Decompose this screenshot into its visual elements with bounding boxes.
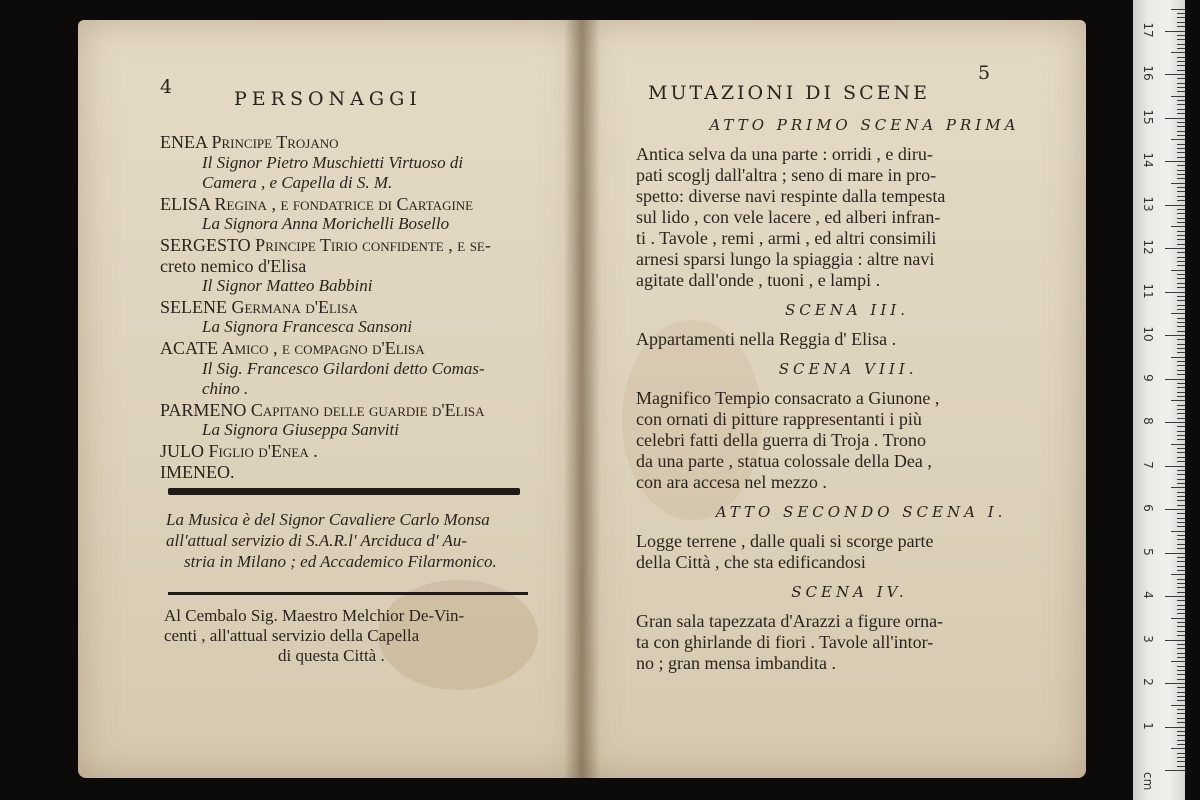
ruler-tick (1177, 274, 1185, 275)
ruler-tick (1165, 596, 1185, 597)
ruler-tick (1177, 348, 1185, 349)
ruler-tick (1177, 492, 1185, 493)
ruler-tick (1177, 670, 1185, 671)
text-line: spetto: diverse navi respinte dalla tempesta (636, 186, 946, 206)
text-line: sul lido , con vele lacere , ed alberi infran- (636, 207, 941, 227)
ruler-tick (1177, 318, 1185, 319)
ruler-tick (1177, 587, 1185, 588)
ruler-tick (1177, 731, 1185, 732)
ruler-tick (1177, 448, 1185, 449)
ruler-tick (1177, 113, 1185, 114)
ruler-tick (1177, 431, 1185, 432)
ruler-label: 9 (1141, 373, 1155, 382)
ruler-tick (1171, 96, 1185, 97)
ruler-tick (1177, 766, 1185, 767)
ruler-label: 15 (1141, 108, 1155, 125)
ruler-tick (1177, 592, 1185, 593)
ruler-tick (1177, 722, 1185, 723)
ruler-tick (1177, 461, 1185, 462)
ruler-tick (1177, 679, 1185, 680)
ruler-tick (1177, 104, 1185, 105)
ruler-tick (1177, 518, 1185, 519)
text-line: Il Sig. Francesco Gilardoni detto Comas- (202, 358, 485, 378)
text-line: con ara accesa nel mezzo . (636, 472, 827, 492)
ruler-tick (1177, 26, 1185, 27)
section-heading: SCENA IV. (791, 583, 908, 601)
ruler-tick (1177, 548, 1185, 549)
ruler-tick (1177, 505, 1185, 506)
open-book (78, 20, 1086, 778)
text-line: ta con ghirlande di fiori . Tavole all'intor- (636, 632, 934, 652)
page-number: 5 (978, 62, 991, 84)
ruler-tick (1171, 139, 1185, 140)
ruler-tick (1177, 644, 1185, 645)
ruler-tick (1165, 31, 1185, 32)
ruler-tick (1177, 718, 1185, 719)
ruler-tick (1177, 144, 1185, 145)
book-gutter (564, 20, 600, 778)
ruler-tick (1177, 126, 1185, 127)
ruler-tick (1177, 744, 1185, 745)
ruler-tick (1177, 753, 1185, 754)
ruler-tick (1177, 322, 1185, 323)
right-page (582, 20, 1086, 778)
ruler-tick (1177, 387, 1185, 388)
ruler-tick (1171, 313, 1185, 314)
ruler-tick (1177, 539, 1185, 540)
ruler-tick (1177, 439, 1185, 440)
ruler-tick (1177, 457, 1185, 458)
ruler-tick (1171, 400, 1185, 401)
ruler-tick (1177, 57, 1185, 58)
text-line: Camera , e Capella di S. M. (202, 173, 393, 193)
ruler-tick (1177, 566, 1185, 567)
ruler-tick (1171, 444, 1185, 445)
ruler-tick (1177, 709, 1185, 710)
ruler-tick (1165, 248, 1185, 249)
ruler-tick (1177, 435, 1185, 436)
ruler-tick (1177, 17, 1185, 18)
text-line: Appartamenti nella Reggia d' Elisa . (636, 329, 897, 349)
ruler-tick (1177, 35, 1185, 36)
ruler-tick (1177, 452, 1185, 453)
ruler-tick (1177, 692, 1185, 693)
ruler-tick (1165, 683, 1185, 684)
ruler-tick (1177, 500, 1185, 501)
ruler-tick (1177, 622, 1185, 623)
ruler-label: 5 (1141, 547, 1155, 556)
section-heading: ATTO SECONDO SCENA I. (715, 503, 1007, 521)
text-line: Logge terrene , dalle quali si scorge parte (636, 531, 934, 551)
ruler-label: 6 (1141, 504, 1155, 512)
ruler-tick (1177, 687, 1185, 688)
ruler-tick (1177, 239, 1185, 240)
ruler-tick (1177, 187, 1185, 188)
ruler-tick (1165, 335, 1185, 336)
text-line: SERGESTO Principe Tirio confidente , e se- (160, 235, 491, 255)
section-heading: SCENA III. (785, 301, 909, 319)
ruler-tick (1177, 535, 1185, 536)
ruler-tick (1177, 261, 1185, 262)
ruler-tick (1177, 326, 1185, 327)
ruler-tick (1177, 287, 1185, 288)
ruler-tick (1165, 727, 1185, 728)
ruler-tick (1177, 148, 1185, 149)
ruler-tick (1177, 426, 1185, 427)
ruler-tick (1177, 22, 1185, 23)
text-line: all'attual servizio di S.A.R.l' Arciduca d' Au- (166, 531, 467, 550)
ruler-tick (1177, 78, 1185, 79)
text-line: arnesi sparsi lungo la spiaggia : altre navi (636, 249, 935, 269)
ruler-tick (1177, 605, 1185, 606)
ruler-tick (1177, 344, 1185, 345)
ruler-tick (1177, 496, 1185, 497)
ruler-tick (1177, 413, 1185, 414)
ruler-tick (1177, 405, 1185, 406)
ruler-tick (1165, 640, 1185, 641)
ruler-tick (1177, 135, 1185, 136)
text-line: ELISA Regina , e fondatrice di Cartagine (160, 193, 474, 214)
ruler-tick (1177, 339, 1185, 340)
ruler-tick (1177, 361, 1185, 362)
text-line: chino . (202, 379, 249, 399)
ruler-tick (1177, 178, 1185, 179)
ruler-tick (1177, 396, 1185, 397)
ruler-tick (1177, 196, 1185, 197)
ruler-tick (1171, 487, 1185, 488)
ruler-tick (1177, 666, 1185, 667)
ruler-tick (1177, 600, 1185, 601)
text-line: Il Signor Pietro Muschietti Virtuoso di (202, 152, 464, 172)
ruler-tick (1177, 513, 1185, 514)
ruler-tick (1177, 231, 1185, 232)
ruler-tick (1165, 379, 1185, 380)
text-line: JULO Figlio d'Enea . (160, 441, 318, 461)
text-line: celebri fatti della guerra di Troja . Trono (636, 430, 926, 450)
ruler-tick (1177, 631, 1185, 632)
ruler-tick (1165, 292, 1185, 293)
ruler-tick (1177, 165, 1185, 166)
page-number: 4 (160, 76, 173, 98)
left-page (78, 20, 582, 778)
ruler-tick (1177, 305, 1185, 306)
ruler-tick (1177, 296, 1185, 297)
ruler-tick (1177, 100, 1185, 101)
ruler-tick (1177, 61, 1185, 62)
ruler-tick (1177, 409, 1185, 410)
text-line: ti . Tavole , remi , armi , ed altri consimili (636, 228, 937, 248)
ruler-tick (1177, 39, 1185, 40)
ruler-tick (1171, 661, 1185, 662)
ruler-tick (1177, 696, 1185, 697)
ruler-tick (1165, 422, 1185, 423)
ruler-tick (1177, 200, 1185, 201)
text-line: di questa Città . (278, 646, 385, 665)
text-line: La Signora Francesca Sansoni (202, 317, 413, 337)
ruler-tick (1177, 583, 1185, 584)
text-line: Il Signor Matteo Babbini (202, 276, 373, 296)
ruler-tick (1177, 87, 1185, 88)
ruler-tick (1177, 374, 1185, 375)
ruler-tick (1177, 713, 1185, 714)
ruler-tick (1177, 522, 1185, 523)
ruler-tick (1177, 213, 1185, 214)
ruler-tick (1177, 122, 1185, 123)
ruler-label: 1 (1141, 721, 1155, 730)
ruler-tick (1177, 570, 1185, 571)
ruler-tick (1177, 700, 1185, 701)
ruler-tick (1177, 265, 1185, 266)
text-line: con ornati di pitture rappresentanti i più (636, 409, 922, 429)
ruler-tick (1177, 191, 1185, 192)
text-line: La Signora Giuseppa Sanviti (202, 420, 399, 440)
ruler-tick (1165, 161, 1185, 162)
ruler-tick (1171, 9, 1185, 10)
ruler-tick (1177, 235, 1185, 236)
text-line: Magnifico Tempio consacrato a Giunone , (636, 388, 940, 408)
ruler-tick (1177, 252, 1185, 253)
ruler-tick (1171, 270, 1185, 271)
text-line: Gran sala tapezzata d'Arazzi a figure orna- (636, 611, 944, 631)
ruler-tick (1177, 152, 1185, 153)
ruler-tick (1177, 70, 1185, 71)
ruler-tick (1177, 131, 1185, 132)
ruler-tick (1177, 83, 1185, 84)
ruler-tick (1171, 226, 1185, 227)
ruler-label: 7 (1141, 460, 1155, 469)
ruler-tick (1177, 257, 1185, 258)
ruler-tick (1177, 735, 1185, 736)
ruler-tick (1177, 157, 1185, 158)
ruler-label: 10 (1141, 326, 1155, 342)
text-line: La Musica è del Signor Cavaliere Carlo Monsa (166, 510, 490, 529)
ruler-tick (1177, 13, 1185, 14)
text-line: Al Cembalo Sig. Maestro Melchior De-Vin- (164, 606, 465, 625)
ruler-tick (1165, 509, 1185, 510)
ruler-tick (1171, 531, 1185, 532)
ruler-tick (1177, 474, 1185, 475)
ruler-tick (1171, 183, 1185, 184)
ruler-tick (1177, 283, 1185, 284)
ruler-tick (1177, 383, 1185, 384)
text-line: ENEA Principe Trojano (160, 132, 339, 152)
ruler-tick (1177, 613, 1185, 614)
ruler-tick (1177, 370, 1185, 371)
ruler-tick (1177, 91, 1185, 92)
ruler-tick (1177, 44, 1185, 45)
ruler-label: 4 (1141, 591, 1155, 599)
ruler-tick (1177, 222, 1185, 223)
ruler-label: 11 (1141, 282, 1155, 299)
ruler-label: 17 (1141, 21, 1155, 38)
ruler-label: 12 (1141, 239, 1155, 255)
thick-rule (168, 488, 520, 495)
ruler-label: 3 (1141, 634, 1155, 643)
ruler-tick (1177, 278, 1185, 279)
ruler-label: 2 (1141, 678, 1155, 686)
ruler-tick (1177, 635, 1185, 636)
text-line: Antica selva da una parte : orridi , e diru- (636, 144, 933, 164)
ruler-tick (1171, 52, 1185, 53)
text-line: creto nemico d'Elisa (160, 255, 307, 276)
ruler-tick (1177, 626, 1185, 627)
ruler-tick (1165, 74, 1185, 75)
ruler-tick (1177, 300, 1185, 301)
ruler-tick (1165, 466, 1185, 467)
text-line: pati scoglj dall'altra ; seno di mare in pro- (636, 165, 937, 185)
ruler-tick (1177, 648, 1185, 649)
ruler-tick (1177, 526, 1185, 527)
ruler-tick (1177, 579, 1185, 580)
text-line: SELENE Germana d'Elisa (160, 296, 358, 317)
measuring-ruler (1133, 0, 1185, 800)
text-line: centi , all'attual servizio della Capella (164, 626, 420, 645)
thin-rule (168, 592, 528, 595)
ruler-tick (1177, 418, 1185, 419)
text-line: della Città , che sta edificandosi (636, 552, 866, 572)
ruler-tick (1177, 757, 1185, 758)
ruler-tick (1171, 618, 1185, 619)
ruler-label: 14 (1141, 152, 1155, 168)
text-line: IMENEO. (160, 461, 235, 482)
ruler-label: 8 (1141, 417, 1155, 425)
ruler-tick (1177, 544, 1185, 545)
ruler-tick (1177, 209, 1185, 210)
section-heading: ATTO PRIMO SCENA PRIMA (709, 116, 1020, 134)
section-heading: SCENA VIII. (778, 360, 918, 378)
ruler-tick (1177, 609, 1185, 610)
text-line: PARMENO Capitano delle guardie d'Elisa (160, 399, 485, 420)
ruler-label: 13 (1141, 195, 1155, 212)
text-line: La Signora Anna Morichelli Bosello (202, 214, 450, 234)
ruler-tick (1177, 653, 1185, 654)
ruler-tick (1177, 170, 1185, 171)
ruler-tick (1177, 674, 1185, 675)
ruler-tick (1177, 483, 1185, 484)
ruler-tick (1177, 174, 1185, 175)
ruler-tick (1177, 392, 1185, 393)
ruler-tick (1177, 561, 1185, 562)
text-line: ACATE Amico , e compagno d'Elisa (160, 338, 425, 358)
page-title: MUTAZIONI DI SCENE (648, 82, 930, 104)
ruler-tick (1177, 331, 1185, 332)
ruler-tick (1177, 244, 1185, 245)
text-line: no ; gran mensa imbandita . (636, 653, 836, 673)
text-line: stria in Milano ; ed Accademico Filarmonico. (184, 552, 497, 571)
ruler-tick (1177, 352, 1185, 353)
ruler-tick (1171, 357, 1185, 358)
ruler-tick (1177, 657, 1185, 658)
ruler-tick (1177, 365, 1185, 366)
ruler-tick (1165, 118, 1185, 119)
text-line: agitate dall'onde , tuoni , e lampi . (636, 270, 881, 290)
ruler-tick (1177, 740, 1185, 741)
ruler-tick (1171, 705, 1185, 706)
ruler-tick (1177, 65, 1185, 66)
ruler-tick (1177, 557, 1185, 558)
ruler-tick (1177, 761, 1185, 762)
ruler-tick (1177, 309, 1185, 310)
ruler-label: 16 (1141, 65, 1155, 81)
ruler-tick (1177, 470, 1185, 471)
ruler-tick (1165, 553, 1185, 554)
ruler-tick (1177, 479, 1185, 480)
ruler-tick (1171, 574, 1185, 575)
page-title: PERSONAGGI (234, 88, 422, 110)
ruler-tick (1171, 748, 1185, 749)
ruler-tick (1165, 205, 1185, 206)
ruler-tick (1177, 218, 1185, 219)
text-line: da una parte , statua colossale della Dea , (636, 451, 932, 471)
ruler-unit: cm (1141, 772, 1155, 791)
ruler-tick (1177, 109, 1185, 110)
ruler-tick (1177, 48, 1185, 49)
ruler-tick (1165, 770, 1185, 771)
